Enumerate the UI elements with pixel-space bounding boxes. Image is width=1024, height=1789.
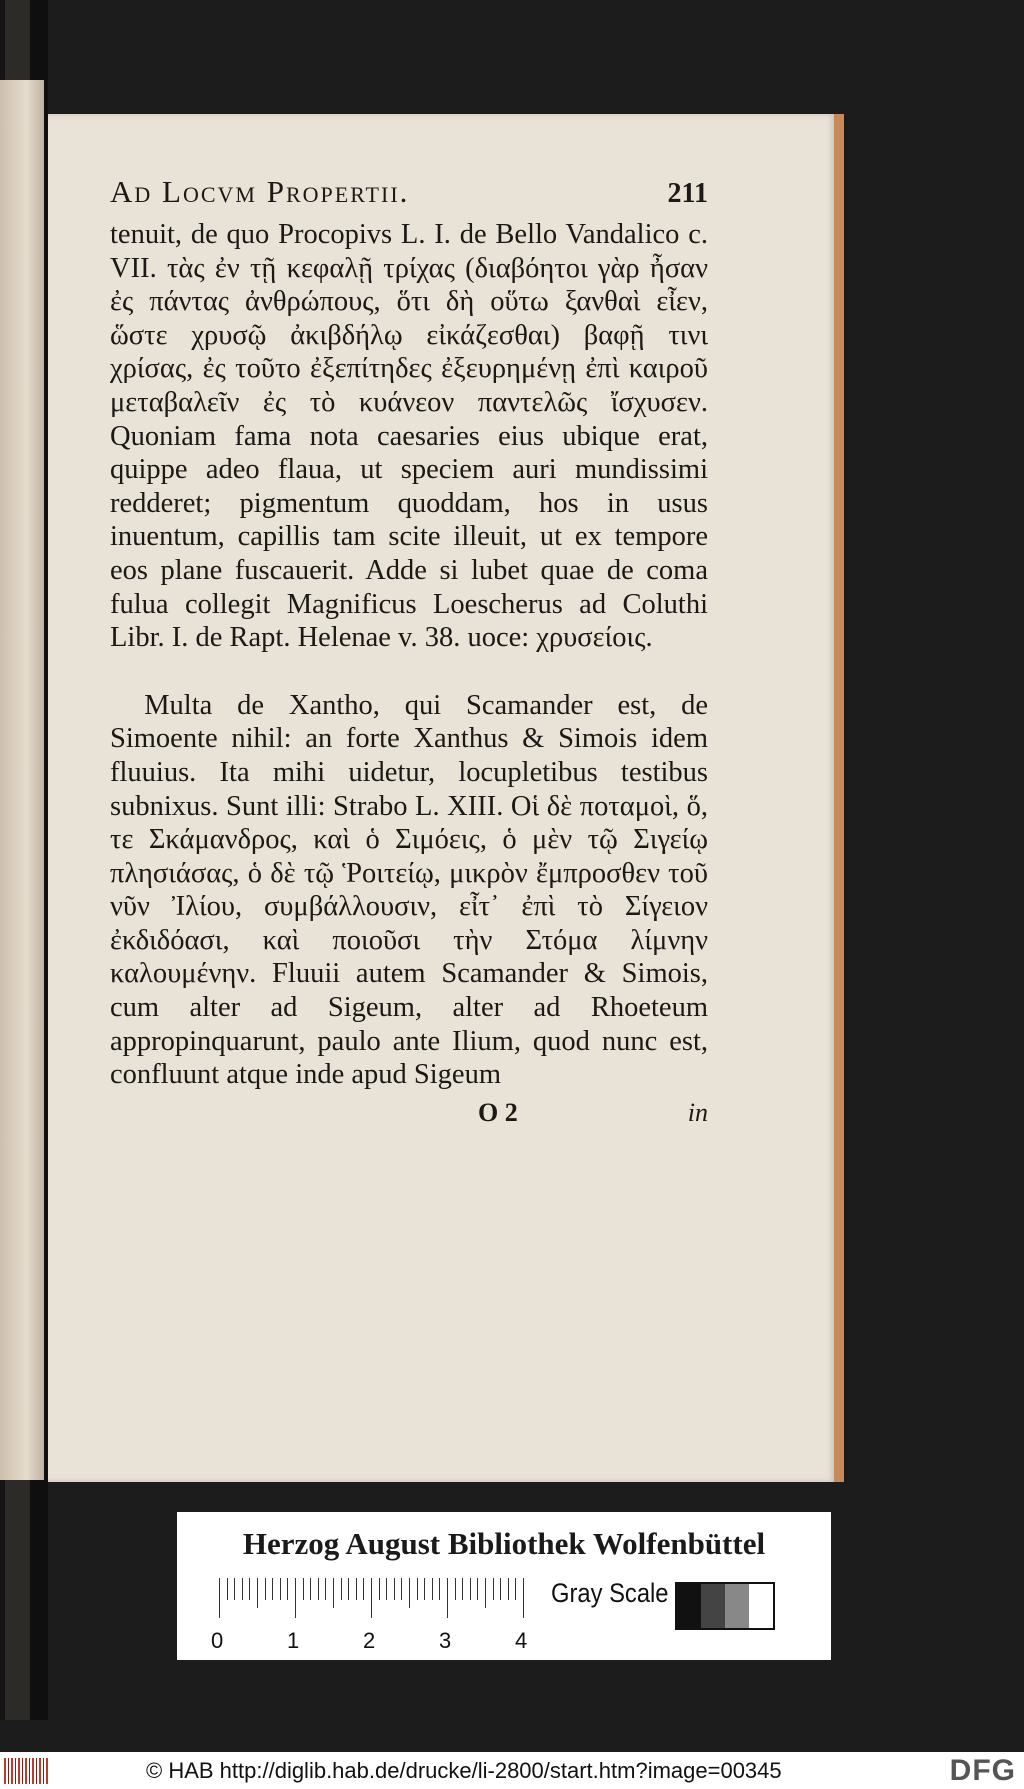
ruler-tick — [500, 1578, 501, 1600]
swatch-dark-gray — [701, 1584, 725, 1628]
dfg-logo: DFG — [949, 1753, 1016, 1787]
scale-number: 2 — [363, 1628, 376, 1653]
book-page — [48, 114, 844, 1482]
library-name: Herzog August Bibliothek Wolfenbüttel — [242, 1526, 766, 1561]
ruler-tick — [515, 1578, 516, 1600]
ruler-tick — [386, 1578, 387, 1600]
ruler-tick — [424, 1578, 425, 1600]
ruler-tick — [265, 1578, 266, 1600]
facing-page-edge — [0, 80, 44, 1480]
swatch-white — [749, 1584, 773, 1628]
catchword: in — [687, 1097, 708, 1127]
page-content — [110, 174, 708, 1128]
scale-numbers — [211, 1628, 531, 1654]
paragraph-2: Multa de Xantho, qui Scamander est, de Simoente nihil: an forte Xanthus & Simois idem fluuius. Ita mihi uidetur, locupletibus testibus subnixus. Sunt illi: Strabo L. XIII. Οἱ δὲ ποταμοὶ, ὅ, τε Σκάμανδρος, καὶ ὁ Σιμόεις, ὁ μὲν τῷ Σιγείῳ πλησιάσας, ὁ δὲ τῷ Ῥοιτείῳ, μικρὸν ἔμπροσθεν τοῦ νῦν Ἰλίου, συμβάλλουσιν, εἶτ᾽ ἐπὶ τὸ Σίγειον ἐκδιδόασι, καὶ ποιοῦσι τὴν Στόμα λίμνην καλουμένην. Fluuii autem Scamander & Simois, cum alter ad Sigeum, alter ad Rhoeteum appropinquarunt, paulo ante Ilium, quod nunc est, confluunt atque inde apud Sigeum — [110, 689, 708, 1091]
hab-logo-icon — [4, 1758, 50, 1784]
ruler-tick — [303, 1578, 304, 1600]
footer-bar — [0, 1752, 1024, 1789]
ruler-tick — [310, 1578, 311, 1600]
color-reference-card — [177, 1512, 831, 1660]
copyright-link[interactable]: © HAB http://diglib.hab.de/drucke/li-2800/start.htm?image=00345 — [146, 1757, 782, 1783]
ruler-tick — [417, 1578, 418, 1600]
ruler-tick — [234, 1578, 235, 1600]
ruler-tick — [249, 1578, 250, 1600]
ruler-tick — [477, 1578, 478, 1600]
ruler-tick — [257, 1578, 258, 1608]
ruler-tick — [455, 1578, 456, 1600]
ruler-tick — [348, 1578, 349, 1600]
ruler-tick — [379, 1578, 380, 1600]
scale-number: 3 — [439, 1628, 452, 1653]
ruler-tick — [523, 1578, 524, 1618]
paragraph-1: tenuit, de quo Procopivs L. I. de Bello Vandalico c. VII. τὰς ἐν τῇ κεφαλῇ τρίχας (διαβόητοι γὰρ ἦσαν ἐς πάντας ἀνθρώπους, ὅτι δὴ οὕτω ξανθαὶ εἶεν, ὥστε χρυσῷ ἀκιβδήλῳ εἰκάζεσθαι) βαφῇ τινι χρίσας, ἐς τοῦτο ἐξεπίτηδες ἐξευρημένῃ ἐπὶ καιροῦ μεταβαλεῖν ἐς τὸ κυάνεον παντελῶς ἴσχυσεν. Quoniam fama nota caesaries eius ubique erat, quippe adeo flaua, ut speciem auri mundissimi redderet; pigmentum quoddam, hos in usus inuentum, capillis tam scite illeuit, ut ex tempore eos plane fuscauerit. Adde si lubet quae de coma fulua collegit Magnificus Loescherus ad Coluthi Libr. I. de Rapt. Helenae v. 38. uoce: χρυσείοις. — [110, 219, 708, 654]
ruler-tick — [341, 1578, 342, 1600]
signature-mark: O 2 — [478, 1097, 518, 1127]
scale-number: 0 — [211, 1628, 224, 1653]
page-foot — [110, 1098, 708, 1128]
running-head-title: Ad Locvm Propertii. — [110, 174, 410, 209]
scale-number: 1 — [287, 1628, 300, 1653]
ruler-tick — [219, 1578, 220, 1618]
ruler-tick — [318, 1578, 319, 1600]
ruler-tick — [394, 1578, 395, 1600]
ruler-tick — [242, 1578, 243, 1600]
ruler-tick — [280, 1578, 281, 1600]
ruler-tick — [356, 1578, 357, 1600]
ruler-tick — [371, 1578, 372, 1618]
ruler-tick — [447, 1578, 448, 1618]
ruler-tick — [363, 1578, 364, 1600]
ruler-tick — [485, 1578, 486, 1608]
ruler-tick — [493, 1578, 494, 1600]
ruler-tick — [508, 1578, 509, 1600]
ruler-tick — [287, 1578, 288, 1600]
gray-scale-swatches — [675, 1582, 775, 1630]
ruler-tick — [439, 1578, 440, 1600]
running-head — [110, 174, 708, 210]
ruler-tick — [432, 1578, 433, 1600]
swatch-mid-gray — [725, 1584, 749, 1628]
page-number: 211 — [667, 178, 708, 209]
ruler-tick — [272, 1578, 273, 1600]
scale-ruler — [219, 1578, 519, 1618]
ruler-tick — [295, 1578, 296, 1618]
ruler-tick — [325, 1578, 326, 1600]
ruler-tick — [227, 1578, 228, 1600]
ruler-tick — [409, 1578, 410, 1608]
ruler-tick — [401, 1578, 402, 1600]
ruler-tick — [333, 1578, 334, 1608]
gray-scale-label: Gray Scale — [551, 1578, 669, 1608]
ruler-tick — [470, 1578, 471, 1600]
swatch-black — [677, 1584, 701, 1628]
scale-number: 4 — [515, 1628, 528, 1653]
ruler-tick — [462, 1578, 463, 1600]
